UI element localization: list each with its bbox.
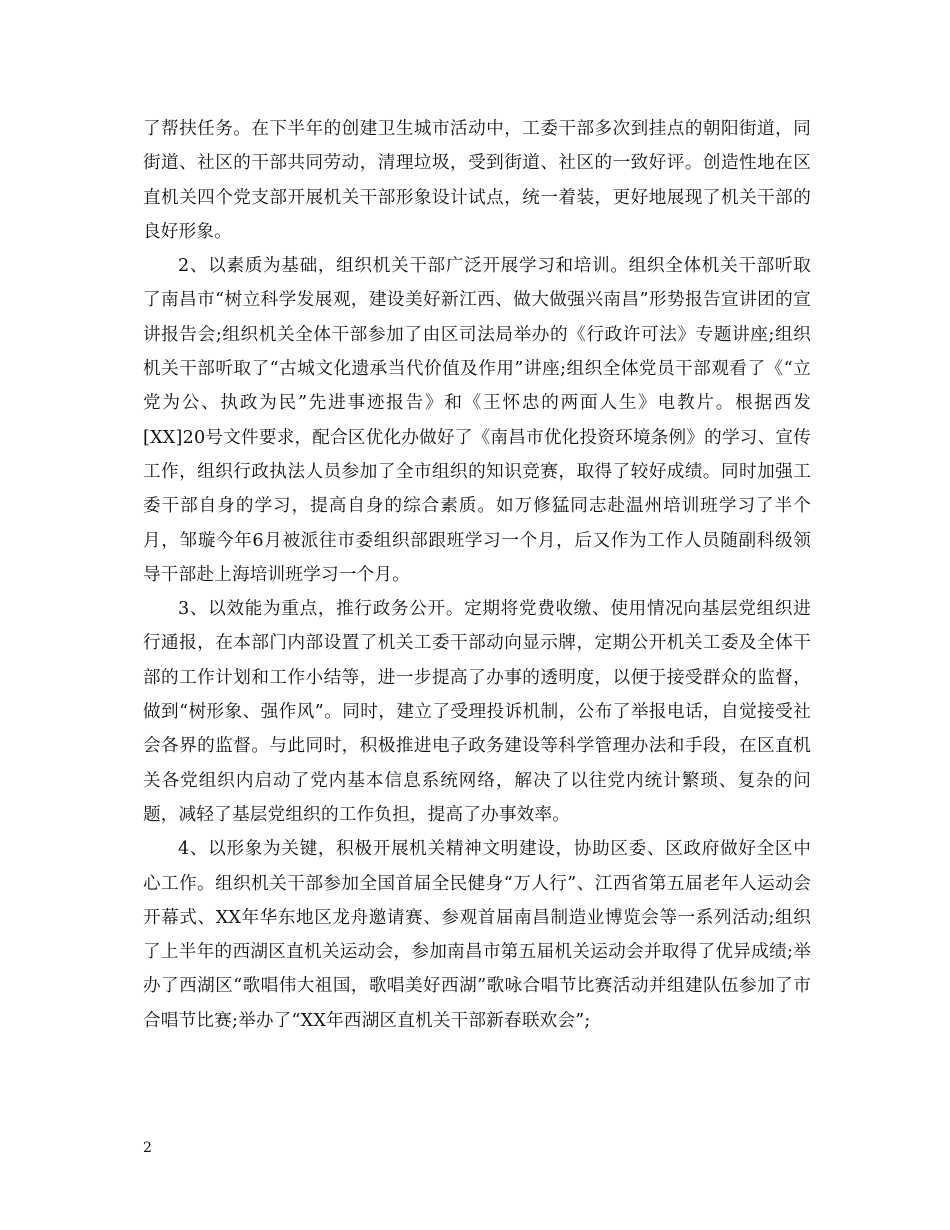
paragraph-2: 2、以素质为基础，组织机关干部广泛开展学习和培训。组织全体机关干部听取了南昌市“树立科学发展观，建设美好新江西、做大做强兴南昌”形势报告宣讲团的宣讲报告会;组织机关全体干部参加了由区司法局举办的《行政许可法》专题讲座;组织机关干部听取了“古城文化遗承当代价值及作用”讲座;组织全体党员干部观看了《“立党为公、执政为民”先进事迹报告》和《王怀忠的两面人生》电教片。根据西发[XX]20号文件要求，配合区优化办做好了《南昌市优化投资环境条例》的学习、宣传工作，组织行政执法人员参加了全市组织的知识竞赛，取得了较好成绩。同时加强工委干部自身的学习，提高自身的综合素质。如万修猛同志赴温州培训班学习了半个月，邹璇今年6月被派往市委组织部跟班学习一个月，后又作为工作人员随副科级领导干部赴上海培训班学习一个月。 xyxy=(143,256,811,585)
paragraph-1: 了帮扶任务。在下半年的创建卫生城市活动中，工委干部多次到挂点的朝阳街道，同街道、社区的干部共同劳动，清理垃圾，受到街道、社区的一致好评。创造性地在区直机关四个党支部开展机关干部形象设计试点，统一着装，更好地展现了机关干部的良好形象。 xyxy=(143,119,811,242)
paragraph-4: 4、以形象为关键，积极开展机关精神文明建设，协助区委、区政府做好全区中心工作。组织机关干部参加全国首届全民健身“万人行”、江西省第五届老年人运动会开幕式、XX年华东地区龙舟邀请赛、参观首届南昌制造业博览会等一系列活动;组织了上半年的西湖区直机关运动会，参加南昌市第五届机关运动会并取得了优异成绩;举办了西湖区“歌唱伟大祖国，歌唱美好西湖”歌咏合唱节比赛活动并组建队伍参加了市合唱节比赛;举办了“XX年西湖区直机关干部新春联欢会”; xyxy=(143,839,811,1031)
page-number: 2 xyxy=(143,1140,152,1156)
body-text xyxy=(143,112,811,1038)
paragraph-3: 3、以效能为重点，推行政务公开。定期将党费收缴、使用情况向基层党组织进行通报，在本部门内部设置了机关工委干部动向显示牌，定期公开机关工委及全体干部的工作计划和工作小结等，进一步提高了办事的透明度，以便于接受群众的监督，做到“树形象、强作风”。同时，建立了受理投诉机制，公布了举报电话，自觉接受社会各界的监督。与此同时，积极推进电子政务建设等科学管理办法和手段，在区直机关各党组织内启动了党内基本信息系统网络，解决了以往党内统计繁琐、复杂的问题，减轻了基层党组织的工作负担，提高了办事效率。 xyxy=(143,599,811,825)
